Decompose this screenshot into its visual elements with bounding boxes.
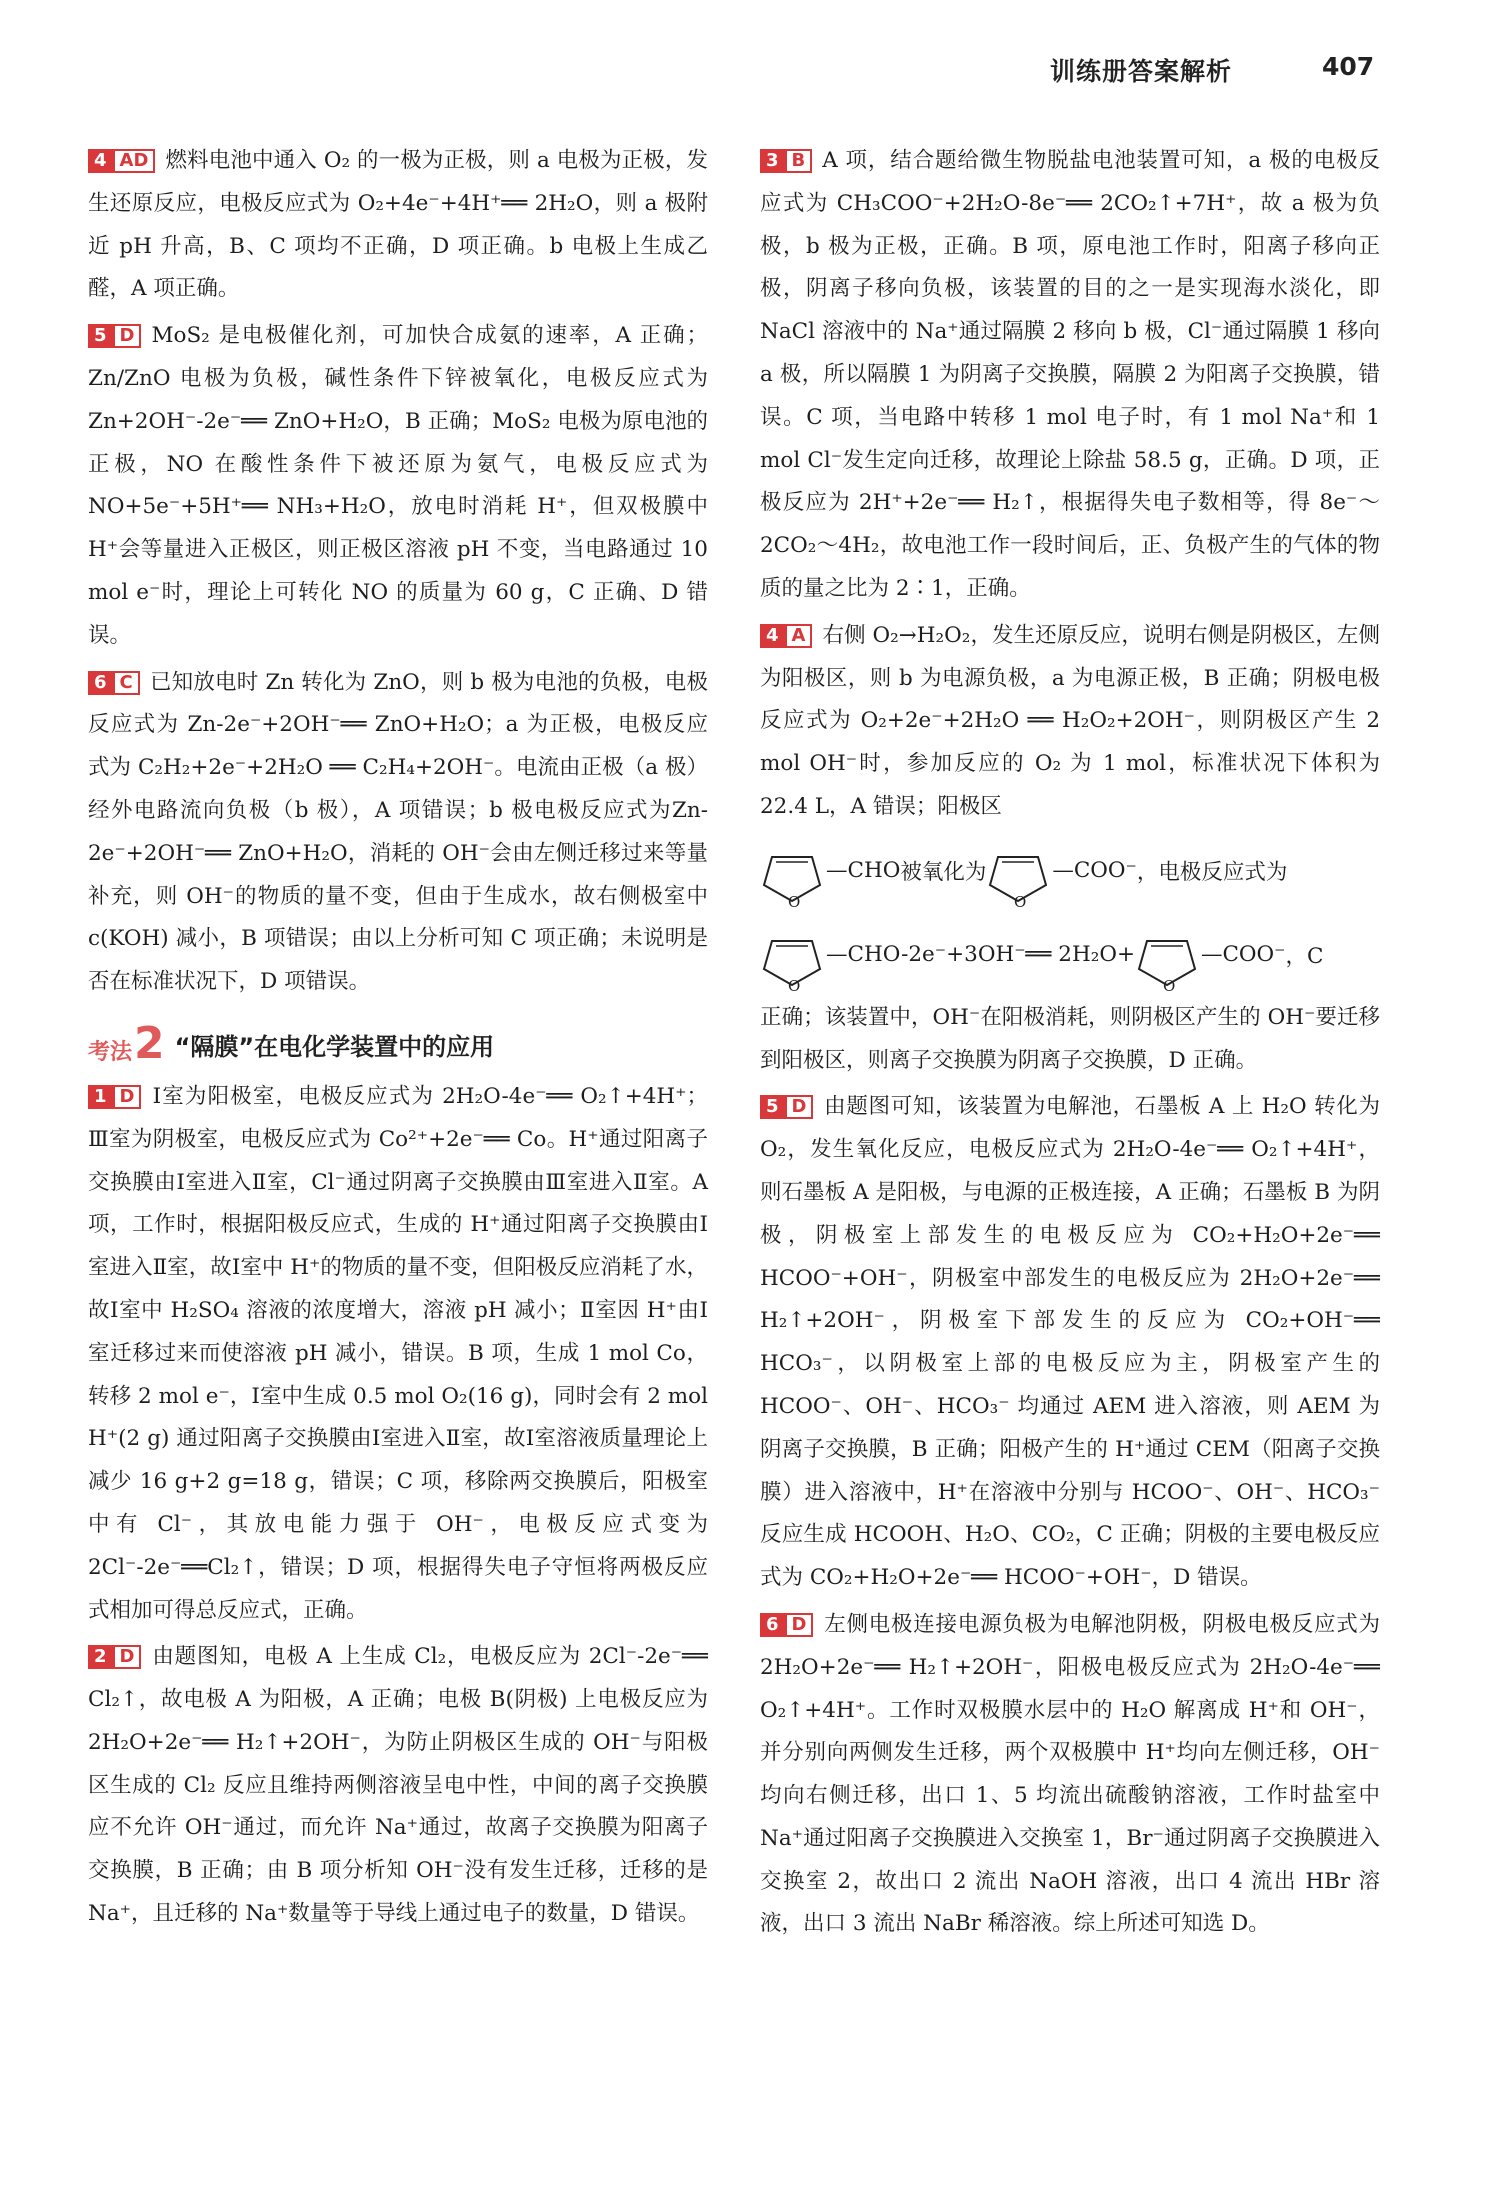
answer-item-s2	[88, 1636, 708, 1936]
svg-text:O: O	[788, 976, 801, 993]
answer-badge: 4 A	[760, 624, 812, 648]
aldehyde-equation: —CHO-2e⁻+3OH⁻══ 2H₂O+	[826, 942, 1135, 968]
answer-badge: 6 D	[760, 1613, 813, 1637]
answer-text: 正确；该装置中，OH⁻在阳极消耗，则阴极区产生的 OH⁻要迁移到阳极区，则离子交换膜为阴离子交换膜，D 正确。	[760, 1004, 1380, 1073]
answer-text: A 项，结合题给微生物脱盐电池装置可知，a 极的电极反应式为 CH₃COO⁻+2H₂O-8e⁻══ 2CO₂↑+7H⁺，故 a 极为负极，b 极为正极，正确。B 项，原电池工作时，阳离子移向正极，阴离子移向负极，该装置的目的之一是实现海水淡化，即 NaCl 溶液中的 Na⁺通过隔膜 2 移向 b 极，Cl⁻通过隔膜 1 移向 a 极，所以隔膜 1 为阴离子交换膜，隔膜 2 为阳离子交换膜，错误。C 项，当电路中转移 1 mol 电子时，有 1 mol Na⁺和 1 mol Cl⁻发生定向迁移，故理论上除盐 58.5 g，正确。D 项，正极反应为 2H⁺+2e⁻══ H₂↑，根据得失电子数相等，得 8e⁻～2CO₂～4H₂，故电池工作一段时间后，正、负极产生的气体的物质的量之比为 2∶1，正确。	[760, 148, 1380, 601]
equation-tail: ，C	[1285, 944, 1324, 970]
answer-item-r3	[760, 140, 1380, 611]
answer-text: Ⅰ室为阳极室，电极反应式为 2H₂O-4e⁻══ O₂↑+4H⁺；Ⅲ室为阴极室，电极反应式为 Co²⁺+2e⁻══ Co。H⁺通过阳离子交换膜由Ⅰ室进入Ⅱ室，Cl⁻通过阴离子交换膜由Ⅲ室进入Ⅱ室。A 项，工作时，根据阳极反应式，生成的 H⁺通过阳离子交换膜由Ⅰ室进入Ⅱ室，故Ⅰ室中 H⁺的物质的量不变，但阳极反应消耗了水，故Ⅰ室中 H₂SO₄ 溶液的浓度增大，溶液 pH 减小；Ⅱ室因 H⁺由Ⅰ室迁移过来而使溶液 pH 减小，错误。B 项，生成 1 mol Co，转移 2 mol e⁻，Ⅰ室中生成 0.5 mol O₂(16 g)，同时会有 2 mol H⁺(2 g) 通过阳离子交换膜由Ⅰ室进入Ⅱ室，故Ⅰ室溶液质量理论上减少 16 g+2 g=18 g，错误；C 项，移除两交换膜后，阳极室中有 Cl⁻，其放电能力强于 OH⁻，电极反应式变为 2Cl⁻-2e⁻══Cl₂↑，错误；D 项，根据得失电子守恒将两极反应式相加可得总反应式，正确。	[88, 1083, 708, 1623]
answer-text: MoS₂ 是电极催化剂，可加快合成氨的速率，A 正确；Zn/ZnO 电极为负极，碱性条件下锌被氧化，电极反应式为 Zn+2OH⁻-2e⁻══ ZnO+H₂O，B 正确；MoS₂ 电极为原电池的正极，NO 在酸性条件下被还原为氨气，电极反应式为 NO+5e⁻+5H⁺══ NH₃+H₂O，放电时消耗 H⁺，但双极膜中 H⁺会等量进入正极区，则正极区溶液 pH 不变，当电路通过 10 mol e⁻时，理论上可转化 NO 的质量为 60 g，C 正确、D 错误。	[88, 323, 708, 648]
furfural-equation-1	[760, 829, 1380, 913]
answer-text: 已知放电时 Zn 转化为 ZnO，则 b 极为电池的负极，电极反应式为 Zn-2e⁻+2OH⁻══ ZnO+H₂O；a 为正极，电极反应式为 C₂H₂+2e⁻+2H₂O ══ C₂H₄+2OH⁻。电流由正极（a 极）经外电路流向负极（b 极），A 项错误；b 极电极反应式为Zn-2e⁻+2OH⁻══ ZnO+H₂O，消耗的 OH⁻会由左侧迁移过来等量补充，则 OH⁻的物质的量不变，但由于生成水，故右侧极室中 c(KOH) 减小，B 项错误；由以上分析可知 C 项正确；未说明是否在标准状况下，D 项错误。	[88, 669, 708, 995]
answer-badge: 2 D	[88, 1645, 141, 1669]
answer-badge: 4 AD	[88, 149, 155, 173]
answer-item-s1	[88, 1076, 708, 1632]
answer-badge: 3 B	[760, 149, 812, 173]
answer-badge: 5 D	[88, 324, 141, 348]
right-column	[760, 140, 1380, 1950]
furan-ring-icon	[1135, 917, 1201, 993]
section-prefix: 考法	[88, 1039, 133, 1065]
answer-text: 燃料电池中通入 O₂ 的一极为正极，则 a 电极为正极，发生还原反应，电极反应式为 O₂+4e⁻+4H⁺══ 2H₂O，则 a 极附近 pH 升高，B、C 项均不正确，D 项正确。b 电极上生成乙醛，A 项正确。	[88, 148, 708, 302]
answer-text: 右侧 O₂→H₂O₂，发生还原反应，说明右侧是阴极区，左侧为阳极区，则 b 为电源负极，a 为电源正极，B 正确；阴极电极反应式为 O₂+2e⁻+2H₂O ══ H₂O₂+2OH⁻，则阴极区产生 2 mol OH⁻时，参加反应的 O₂ 为 1 mol，标准状况下体积为 22.4 L，A 错误；阳极区	[760, 622, 1380, 819]
answer-item-r5	[760, 1086, 1380, 1600]
section-title: “隔膜”在电化学装置中的应用	[174, 1032, 495, 1061]
carboxylate-group: —COO⁻	[1200, 942, 1286, 968]
answer-item-5	[88, 315, 708, 657]
furan-ring-icon	[760, 917, 826, 993]
svg-text:O: O	[1014, 892, 1027, 909]
svg-text:O: O	[788, 892, 801, 909]
svg-text:O: O	[1162, 976, 1176, 993]
carboxylate-group: —COO⁻	[1052, 858, 1137, 884]
answer-item-r4-cont	[760, 997, 1380, 1083]
answer-item-6	[88, 662, 708, 1004]
answer-item-r6	[760, 1604, 1380, 1946]
answer-badge: 1 D	[88, 1085, 141, 1109]
answer-item-4	[88, 140, 708, 311]
answer-text: 由题图可知，该装置为电解池，石墨板 A 上 H₂O 转化为 O₂，发生氧化反应，电极反应式为 2H₂O-4e⁻══ O₂↑+4H⁺，则石墨板 A 是阳极，与电源的正极连接，A 正确；石墨板 B 为阴极，阴极室上部发生的电极反应为 CO₂+H₂O+2e⁻══ HCOO⁻+OH⁻，阴极室中部发生的电极反应为 2H₂O+2e⁻══ H₂↑+2OH⁻，阴极室下部发生的反应为 CO₂+OH⁻══ HCO₃⁻，以阴极室上部的电极反应为主，阴极室产生的 HCOO⁻、OH⁻、HCO₃⁻ 均通过 AEM 进入溶液，则 AEM 为阴离子交换膜，B 正确；阳极产生的 H⁺通过 CEM（阳离子交换膜）进入溶液中，H⁺在溶液中分别与 HCOO⁻、OH⁻、HCO₃⁻ 反应生成 HCOOH、H₂O、CO₂，C 正确；阴极的主要电极反应式为 CO₂+H₂O+2e⁻══ HCOO⁻+OH⁻，D 错误。	[760, 1094, 1380, 1591]
oxidation-text: 被氧化为	[900, 860, 987, 886]
aldehyde-group: —CHO	[826, 858, 901, 884]
furfural-equation-2	[760, 913, 1380, 997]
section-number: 2	[134, 1017, 165, 1069]
answer-item-r4	[760, 615, 1380, 829]
page-number: 407	[1322, 52, 1375, 81]
furan-ring-icon	[760, 833, 826, 909]
left-column	[88, 140, 708, 1940]
equation-tail: ，电极反应式为	[1136, 860, 1288, 886]
section-heading	[88, 1014, 708, 1069]
answer-badge: 6 C	[88, 671, 140, 695]
answer-text: 由题图知，电极 A 上生成 Cl₂，电极反应为 2Cl⁻-2e⁻══ Cl₂↑，故电极 A 为阳极，A 正确；电极 B(阴极) 上电极反应为 2H₂O+2e⁻══ H₂↑+2OH⁻，为防止阴极区生成的 OH⁻与阳极区生成的 Cl₂ 反应且维持两侧溶液呈电中性，中间的离子交换膜应不允许 OH⁻通过，而允许 Na⁺通过，故离子交换膜为阳离子交换膜，B 正确；由 B 项分析知 OH⁻没有发生迁移，迁移的是 Na⁺，且迁移的 Na⁺数量等于导线上通过电子的数量，D 错误。	[88, 1644, 708, 1927]
answer-badge: 5 D	[760, 1095, 813, 1119]
header-title: 训练册答案解析	[1050, 57, 1233, 86]
answer-text: 左侧电极连接电源负极为电解池阴极，阴极电极反应式为 2H₂O+2e⁻══ H₂↑+2OH⁻，阳极电极反应式为 2H₂O-4e⁻══ O₂↑+4H⁺。工作时双极膜水层中的 H₂O 解离成 H⁺和 OH⁻，并分别向两侧发生迁移，两个双极膜中 H⁺均向左侧迁移，OH⁻均向右侧迁移，出口 1、5 均流出硫酸钠溶液，工作时盐室中 Na⁺通过阳离子交换膜进入交换室 1，Br⁻通过阴离子交换膜进入交换室 2，故出口 2 流出 NaOH 溶液，出口 4 流出 HBr 溶液，出口 3 流出 NaBr 稀溶液。综上所述可知选 D。	[760, 1611, 1380, 1937]
furan-ring-icon	[986, 833, 1052, 909]
